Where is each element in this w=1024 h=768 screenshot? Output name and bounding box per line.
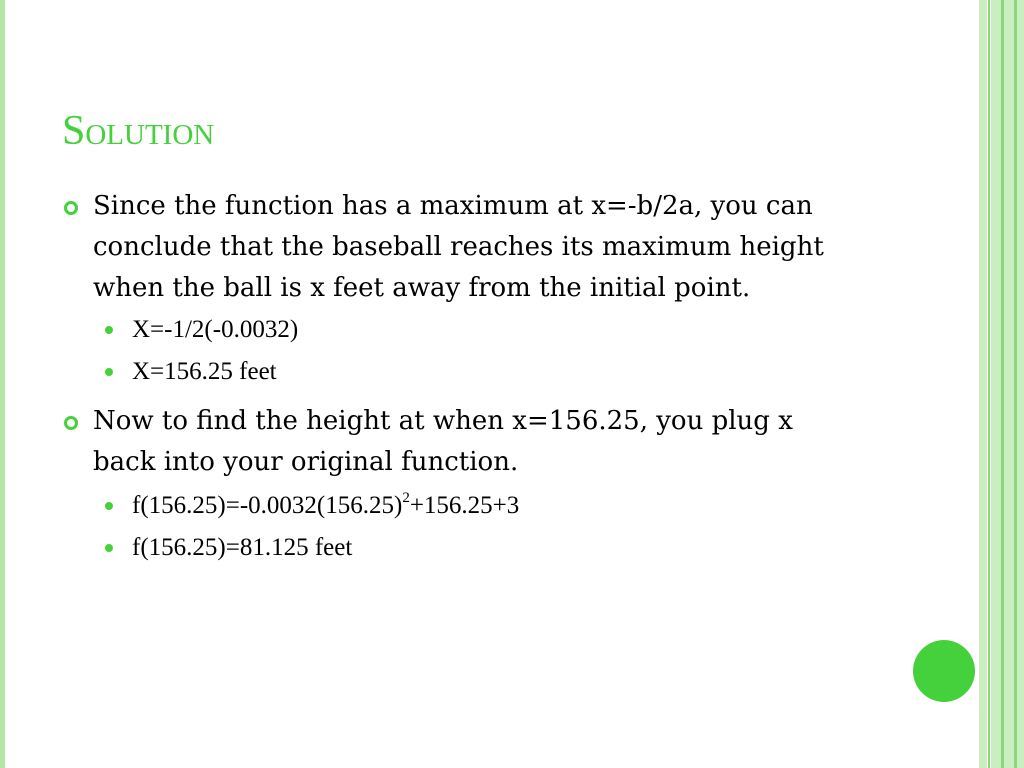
exponent: 2 <box>402 489 410 506</box>
slide-body <box>62 186 842 563</box>
sub-bullet-text-start: f(156.25)=-0.0032(156.25) <box>132 492 403 519</box>
sub-bullet-item <box>62 491 842 521</box>
slide-title: Solution <box>62 108 215 154</box>
decorative-circle <box>913 640 975 702</box>
bullet-item <box>62 401 842 483</box>
bullet-item <box>62 186 842 309</box>
right-border-stripe <box>991 0 1001 768</box>
right-border-stripe <box>988 0 990 768</box>
bullet-text: Now to find the height at when x=156.25, you plug x back into your original function. <box>93 406 793 477</box>
sub-bullet-text-end: +156.25+3 <box>409 492 520 519</box>
right-border-stripe <box>1017 0 1024 768</box>
sub-bullet-item <box>62 315 842 345</box>
ring-bullet-icon <box>64 201 78 215</box>
sub-bullet-text: X=-1/2(-0.0032) <box>132 316 299 343</box>
bullet-text: Since the function has a maximum at x=-b/2a, you can conclude that the baseball reaches its maximum height when the ball is x feet away from the initial point. <box>93 191 824 303</box>
dot-bullet-icon <box>105 544 113 552</box>
dot-bullet-icon <box>105 326 113 334</box>
right-border-stripe <box>979 0 987 768</box>
sub-bullet-text: f(156.25)=81.125 feet <box>132 534 353 561</box>
ring-bullet-icon <box>64 416 78 430</box>
dot-bullet-icon <box>105 368 113 376</box>
sub-bullet-item <box>62 357 842 387</box>
sub-bullet-item <box>62 533 842 563</box>
sub-bullet-text: X=156.25 feet <box>132 358 277 385</box>
dot-bullet-icon <box>105 502 113 510</box>
left-border-stripe <box>0 0 5 768</box>
right-border-stripe <box>1004 0 1014 768</box>
